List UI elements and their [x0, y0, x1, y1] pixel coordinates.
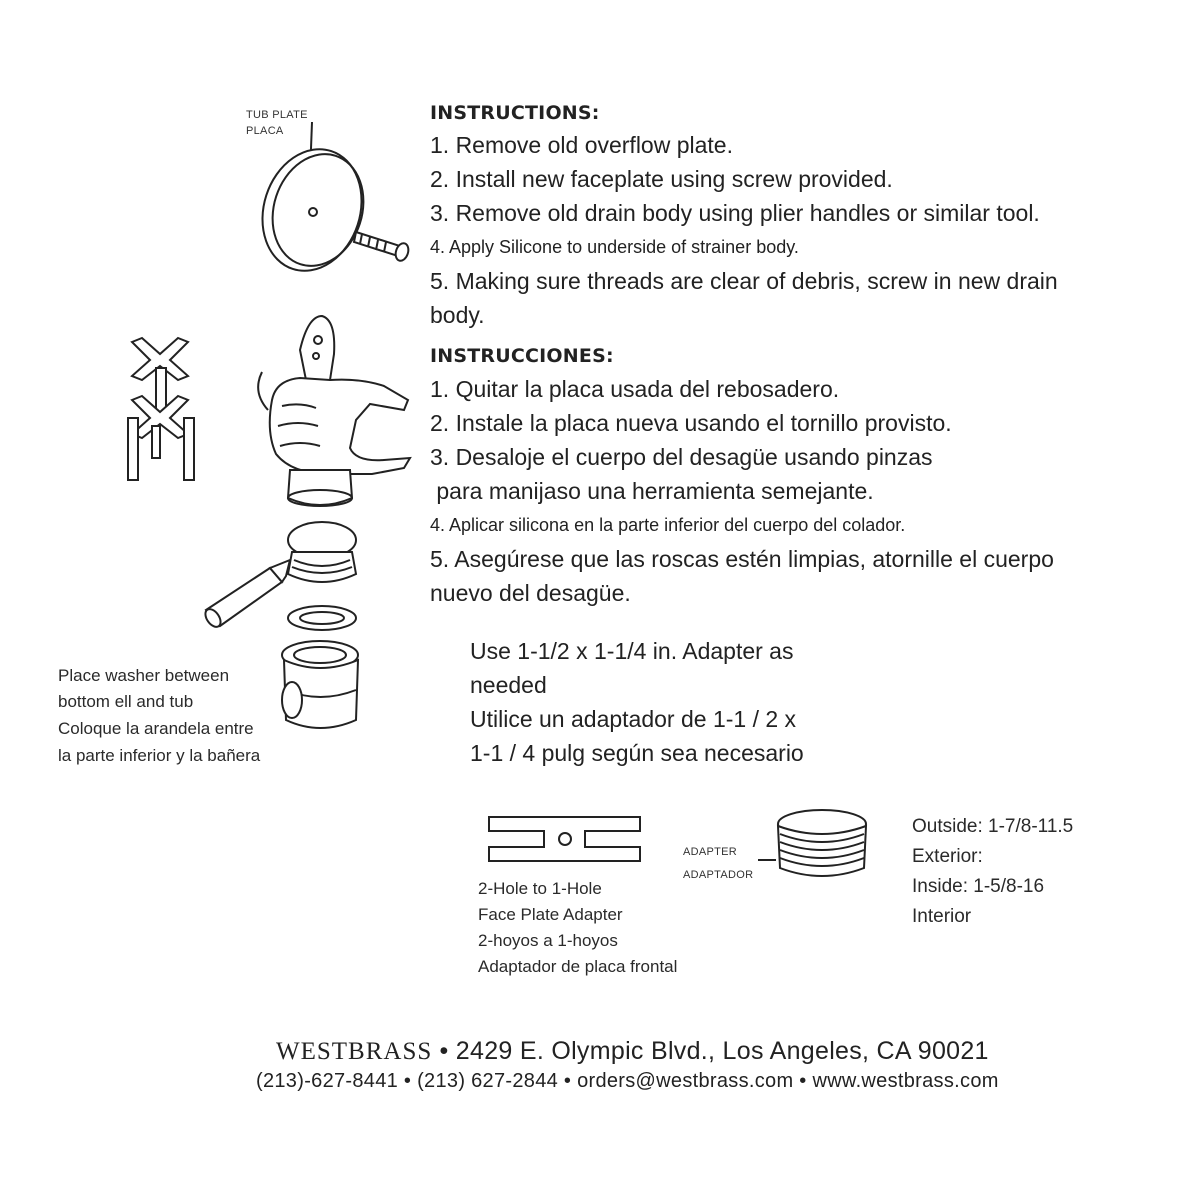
tub-plate-label: TUB PLATE [246, 109, 308, 121]
instructions-list [430, 128, 1058, 332]
instruction-step: body. [430, 302, 485, 328]
instruccion-step: nuevo del desagüe. [430, 580, 631, 606]
company-address: • 2429 E. Olympic Blvd., Los Angeles, CA 90021 [432, 1037, 989, 1065]
adapter-interior-label: Interior [912, 906, 972, 927]
instruccion-step: 2. Instale la placa nueva usando el tornillo provisto. [430, 410, 952, 436]
instruction-step: 3. Remove old drain body using plier handles or similar tool. [430, 200, 1040, 226]
brand-name: WESTBRASS [276, 1038, 433, 1065]
instruction-step: 2. Install new faceplate using screw provided. [430, 166, 893, 192]
washer-note-es-1: Coloque la arandela entre [58, 719, 254, 738]
pliers-hand-illustration [258, 316, 410, 506]
drain-ell-illustration [282, 641, 358, 728]
instrucciones-list [430, 372, 1054, 610]
instruccion-step: 1. Quitar la placa usada del rebosadero. [430, 376, 840, 402]
washer-note-es-2: la parte inferior y la bañera [58, 746, 261, 765]
faceplate-adapter-illustration [489, 817, 640, 861]
washer-note-en-1: Place washer between [58, 666, 230, 685]
instruccion-step: para manijaso una herramienta semejante. [430, 478, 874, 504]
tub-plate-illustration [247, 122, 410, 284]
adapter-note-en-2: needed [470, 672, 547, 698]
faceplate-adapter-line4: Adaptador de placa frontal [478, 957, 678, 976]
footer-address-line [276, 1037, 989, 1066]
faceplate-adapter-line1: 2-Hole to 1-Hole [478, 879, 602, 898]
adapter-note-en-1: Use 1-1/2 x 1-1/4 in. Adapter as [470, 638, 794, 664]
instruction-step: 5. Making sure threads are clear of debris, screw in new drain [430, 268, 1058, 294]
adapter-inside-spec: Inside: 1-5/8-16 [912, 876, 1045, 897]
instruccion-step: 5. Asegúrese que las roscas estén limpias, atornille el cuerpo [430, 546, 1054, 572]
faceplate-adapter-line3: 2-hoyos a 1-hoyos [478, 931, 618, 950]
instruccion-step: 4. Aplicar silicona en la parte inferior del cuerpo del colador. [430, 515, 906, 535]
footer-contact-line: (213)-627-8441 • (213) 627-2844 • orders@westbrass.com • www.westbrass.com [256, 1070, 999, 1092]
washer-note-en-2: bottom ell and tub [58, 692, 194, 711]
instruction-step: 1. Remove old overflow plate. [430, 132, 733, 158]
placa-label: PLACA [246, 125, 284, 137]
adapter-ring-illustration [758, 810, 866, 876]
instruccion-step: 3. Desaloje el cuerpo del desagüe usando pinzas [430, 444, 933, 470]
adapter-outside-spec: Outside: 1-7/8-11.5 [912, 816, 1074, 837]
instructions-heading: INSTRUCTIONS: [430, 102, 600, 124]
cross-strainer-illustration [128, 338, 194, 480]
faceplate-adapter-line2: Face Plate Adapter [478, 905, 623, 924]
adapter-label-es: ADAPTADOR [683, 869, 754, 881]
silicone-stopper-illustration [202, 522, 356, 630]
adapter-note-es-2: 1-1 / 4 pulg según sea necesario [470, 740, 804, 766]
adapter-label-en: ADAPTER [683, 846, 738, 858]
adapter-exterior-label: Exterior: [912, 846, 983, 867]
instruction-step: 4. Apply Silicone to underside of strainer body. [430, 237, 799, 257]
instrucciones-heading: INSTRUCCIONES: [430, 345, 614, 367]
adapter-note-es-1: Utilice un adaptador de 1-1 / 2 x [470, 706, 797, 732]
